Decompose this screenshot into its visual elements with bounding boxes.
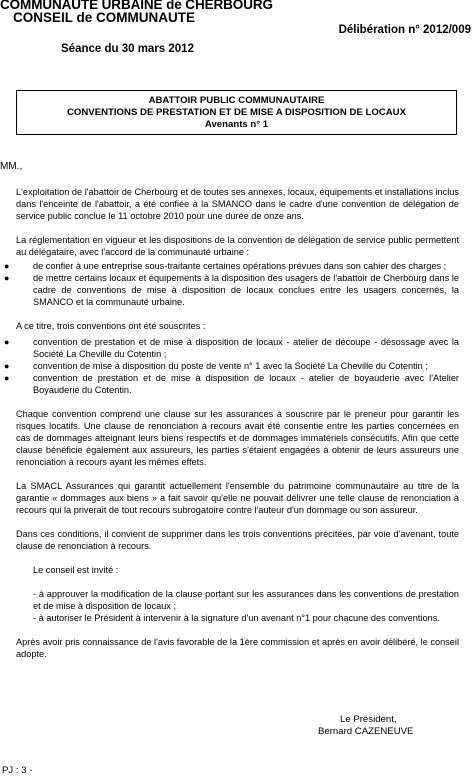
paragraph-8: Après avoir pris connaissance de l'avis favorable de la 1ère commission et après en avoir délibéré, le conseil adopte.: [16, 637, 459, 659]
paragraph-3: A ce titre, trois conventions ont été souscrites :: [16, 321, 206, 331]
title-line-2: CONVENTIONS DE PRESTATION ET DE MISE A DISPOSITION DE LOCAUX: [66, 107, 406, 119]
list-item: [4, 372, 459, 396]
header-council: CONSEIL de COMMUNAUTE: [13, 10, 196, 25]
title-line-1: ABATTOIR PUBLIC COMMUNAUTAIRE: [148, 95, 325, 106]
bullet-icon: ●: [4, 361, 10, 371]
session-date: Séance du 30 mars 2012: [61, 43, 194, 55]
list-item: [4, 272, 459, 308]
salutation: MM.,: [0, 161, 23, 172]
paragraph-2: La réglementation en vigueur et les dispositions de la convention de délégation de service public permettent au délégataire, avec l'accord de la communauté urbaine :: [16, 235, 459, 257]
signature-title: Le Président,: [340, 714, 397, 725]
bullet-text: convention de prestation et de mise à disposition de locaux - atelier de découpe - désossage avec la Société La Cheville du Cotentin ;: [33, 337, 459, 359]
bullet-icon: ●: [4, 261, 10, 271]
list-item: [4, 360, 459, 372]
paragraph-7: Le conseil est invité :: [33, 565, 119, 575]
document-body: [4, 186, 459, 672]
attachments-note: PJ : 3 -: [2, 765, 33, 776]
bullet-text: de mettre certains locaux et équipements à la disposition des usagers de l'abattoir de Cherbourg dans le cadre de conventions de mise à disposition de locaux conclues entre les usagers concernés, la SMANCO et la communauté urbaine.: [33, 273, 459, 307]
paragraph-6: Dans ces conditions, il convient de supprimer dans les trois conventions précitées, par voie d'avenant, toute clause de renonciation à recours.: [16, 529, 459, 551]
bullet-text: convention de mise à disposition du poste de vente n° 1 avec la Société La Cheville du Cotentin ;: [33, 361, 428, 371]
signature-name: Bernard CAZENEUVE: [318, 726, 414, 737]
list-item: [4, 336, 459, 360]
bullet-icon: ●: [4, 373, 10, 383]
bullet-text: convention de prestation et de mise à disposition de locaux - atelier de boyauderie avec l'Atelier Boyauderie du Cotentin.: [33, 373, 459, 395]
resolution-item-2: - à autoriser le Président à intervenir à la signature d'un avenant n°1 pour chacune des conventions.: [33, 613, 440, 623]
deliberation-number: Délibération n° 2012/009: [338, 24, 471, 36]
bullet-icon: ●: [4, 273, 10, 283]
header-organization: COMMUNAUTE URBAINE de CHERBOURG: [0, 0, 273, 12]
title-line-3: Avenants n° 1: [204, 119, 269, 131]
bullet-icon: ●: [4, 337, 10, 347]
title-box: [16, 90, 457, 135]
paragraph-1: L'exploitation de l'abattoir de Cherbourg et de toutes ses annexes, locaux, équipements et installations inclus dans l'enceinte de l'abattoir, a été confiée à la SMANCO dans le cadre d'une convention de délégation de service public conclue le 11 octobre 2010 pour une durée de onze ans.: [16, 187, 459, 221]
list-item: [4, 260, 459, 272]
bullet-text: de confier à une entreprise sous-traitante certaines opérations prévues dans son cahier des charges ;: [33, 261, 447, 271]
paragraph-5: La SMACL Assurances qui garantit actuellement l'ensemble du patrimoine communautaire au titre de la garantie « dommages aux biens » a fait savoir qu'elle ne pouvait délivrer une telle clause de renonciation à recours qui la priverait de tout recours subrogatoire contre l'auteur d'un dommage ou son assureur.: [16, 481, 459, 515]
paragraph-4: Chaque convention comprend une clause sur les assurances à souscrire par le preneur pour garantir les risques locatifs. Une clause de renonciation à recours avait été consentie entre les parties concernées en cas de dommages atteignant leurs biens respectifs et de dommages immatériels consécutifs. Afin que cette clause bénéficie également aux assureurs, les parties s'étaient engagées à obtenir de leurs assureurs une renonciation à recours ayant les mêmes effets.: [16, 409, 459, 467]
signature-block: [318, 714, 413, 738]
resolution-item-1: - à approuver la modification de la clause portant sur les assurances dans les conventions de prestation et de mise à disposition de locaux ;: [33, 589, 459, 611]
